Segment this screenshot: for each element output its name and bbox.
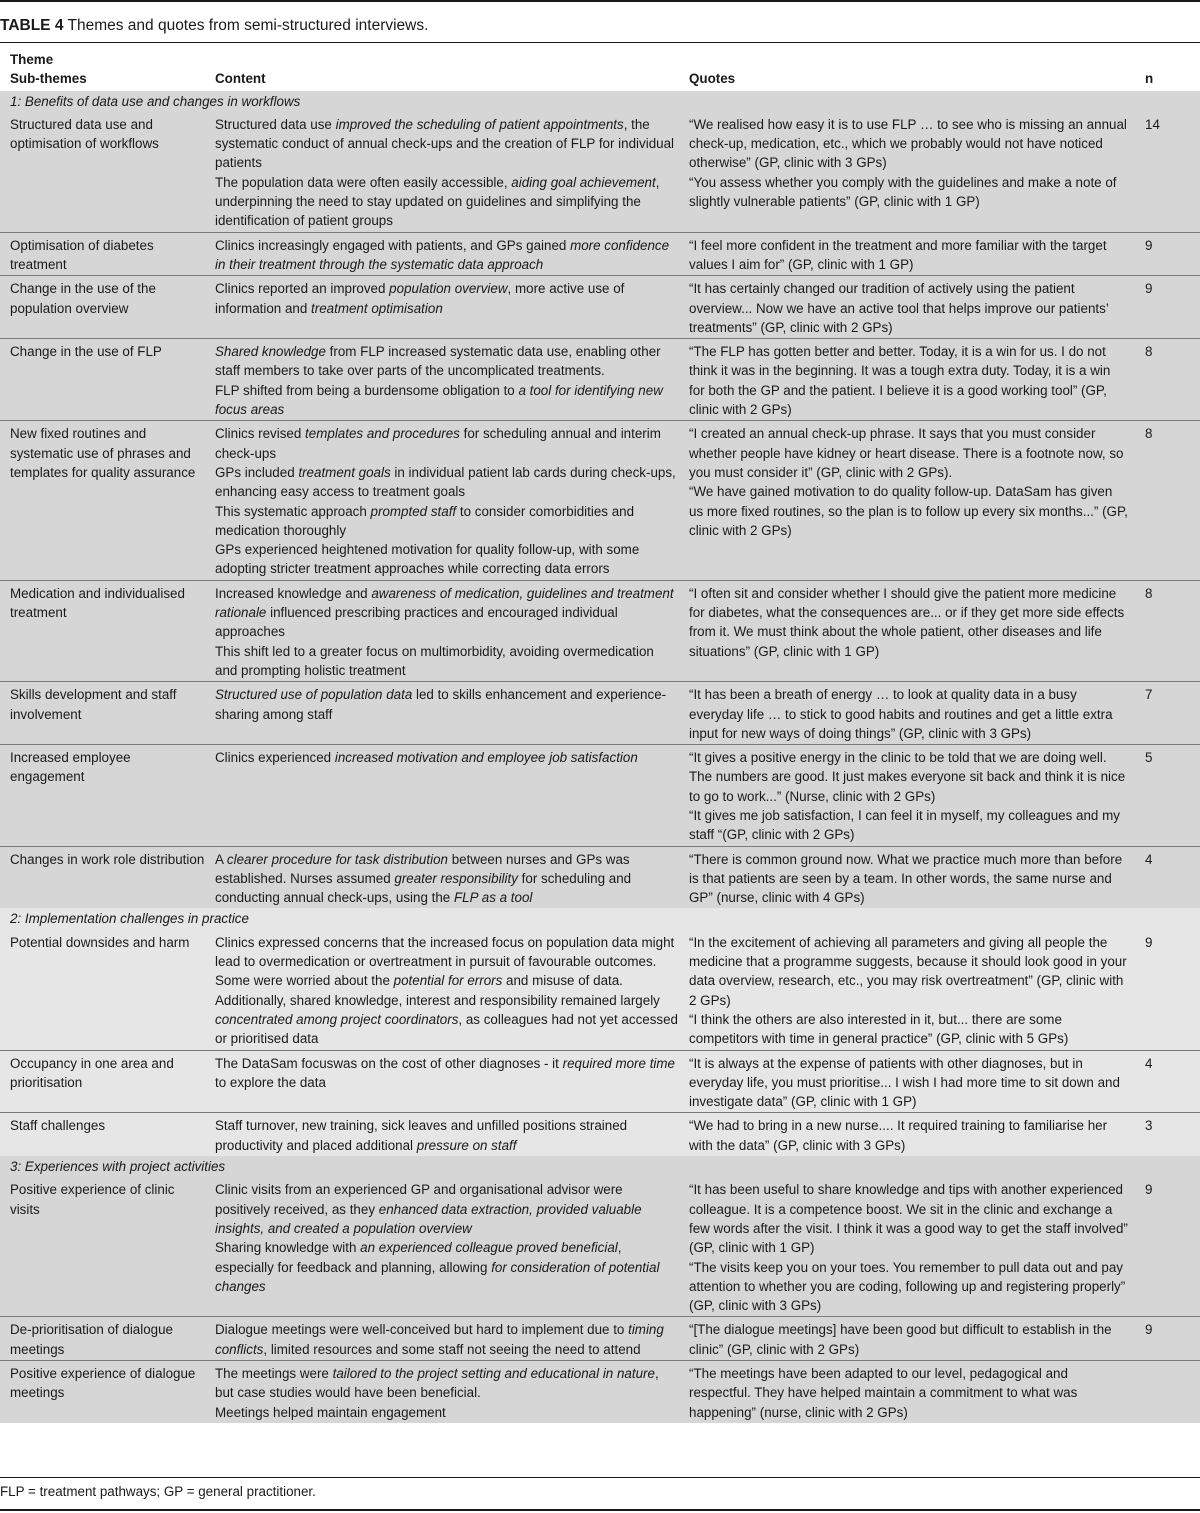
quotes-cell — [679, 113, 1129, 232]
count-cell: 9 — [1129, 1317, 1200, 1361]
content-paragraph — [215, 1364, 679, 1403]
header-theme-label: Theme — [10, 52, 54, 67]
themes-table — [0, 50, 1200, 1423]
content-text: , underpinning the need to stay updated on guidelines and simplifying the identification of patient groups — [215, 174, 660, 229]
quotes-cell — [679, 682, 1129, 745]
count-cell: 4 — [1129, 846, 1200, 908]
content-cell — [205, 1317, 679, 1361]
table-row — [0, 580, 1200, 681]
content-cell — [205, 232, 679, 276]
content-text: Meetings helped maintain engagement — [215, 1404, 446, 1420]
content-text: Clinic visits from an experienced GP and organisational advisor were positively received, as they — [215, 1182, 623, 1217]
table-title: Themes and quotes from semi-structured interviews. — [67, 17, 429, 34]
quote-text: “It gives a positive energy in the clinic to be told that we are doing well. The numbers are good. It just makes everyone sit back and think it is nice to go to work...” (Nurse, clinic with 2 GPs) — [689, 750, 1126, 804]
content-paragraph — [215, 115, 679, 173]
content-paragraph — [215, 642, 679, 681]
table-body — [0, 91, 1200, 1423]
header-theme — [0, 50, 205, 91]
emphasis-text: greater responsibility — [394, 870, 518, 886]
subtheme-cell: Structured data use and optimisation of workflows — [0, 113, 205, 232]
subtheme-cell: Occupancy in one area and prioritisation — [0, 1050, 205, 1113]
subtheme-cell: Positive experience of clinic visits — [0, 1178, 205, 1317]
subtheme-cell: Staff challenges — [0, 1113, 205, 1156]
quotes-cell — [679, 931, 1129, 1050]
section-title: 3: Experiences with project activities — [0, 1156, 1200, 1178]
emphasis-text: treatment optimisation — [311, 300, 443, 316]
content-text: A — [215, 851, 227, 867]
quotes-cell — [679, 745, 1129, 846]
content-text: , as colleagues had not yet accessed or prioritised data — [215, 1011, 679, 1047]
content-paragraph — [215, 748, 679, 767]
content-paragraph — [215, 279, 679, 318]
quotes-cell — [679, 1317, 1129, 1361]
content-text: to consider comorbidities and medication thoroughly — [215, 503, 635, 538]
quote-text: “It has been useful to share knowledge and tips with another experienced colleague. It is a competence boost. We sit in the clinic and exchange a few words after the visit. I think it was a good way to get the staff involved” (GP, clinic with 1 GP) — [689, 1182, 1128, 1256]
content-text: Clinics increasingly engaged with patients, and GPs gained — [215, 237, 571, 253]
section-row — [0, 91, 1200, 113]
emphasis-text: an experienced colleague proved beneficial — [360, 1240, 618, 1256]
content-cell — [205, 846, 679, 908]
content-paragraph — [215, 540, 679, 579]
quote-text: “We have gained motivation to do quality follow-up. DataSam has given us more fixed routines, so the plan is to follow up every six months...” (GP, clinic with 2 GPs) — [689, 484, 1128, 538]
content-text: This systematic approach — [215, 503, 371, 519]
emphasis-text: templates and procedures — [305, 426, 460, 442]
emphasis-text: more confidence in their treatment through the systematic data approach — [215, 237, 670, 272]
subtheme-cell: New fixed routines and systematic use of phrases and templates for quality assurance — [0, 421, 205, 580]
count-cell: 9 — [1129, 276, 1200, 339]
emphasis-text: aiding goal achievement — [511, 174, 656, 190]
table-row — [0, 1113, 1200, 1156]
emphasis-text: potential for errors — [393, 973, 503, 989]
quote-text: “I created an annual check-up phrase. It says that you must consider whether people have kidney or heart disease. There is a footnote now, so you must consider it” (GP, clinic with 2 GPs). — [689, 426, 1124, 480]
content-paragraph — [215, 1238, 679, 1296]
content-paragraph — [215, 933, 679, 1049]
section-title: 1: Benefits of data use and changes in workflows — [0, 91, 1200, 113]
content-text: led to skills enhancement and experience-sharing among staff — [215, 687, 667, 722]
table-row — [0, 276, 1200, 339]
content-paragraph — [215, 424, 679, 463]
content-text: The DataSam focuswas on the cost of other diagnoses - it — [215, 1055, 563, 1071]
section-row — [0, 1156, 1200, 1178]
content-cell — [205, 580, 679, 681]
header-subthemes-label: Sub-themes — [10, 71, 87, 87]
content-text: This shift led to a greater focus on multimorbidity, avoiding overmedication and prompting holistic treatment — [215, 643, 654, 678]
count-cell: 8 — [1129, 580, 1200, 681]
count-cell: 5 — [1129, 745, 1200, 846]
quote-text: “You assess whether you comply with the guidelines and make a note of slightly vulnerable patients” (GP, clinic with 1 GP) — [689, 174, 1117, 210]
quote-text: “It has been a breath of energy … to look at quality data in a busy everyday life … to stick to good habits and routines and get a little extra input for new ways of doing things” (GP, clinic with 3 GPs) — [689, 687, 1113, 741]
count-cell: 9 — [1129, 232, 1200, 276]
subtheme-cell: Changes in work role distribution — [0, 846, 205, 908]
emphasis-text: for consideration of potential changes — [215, 1259, 660, 1294]
content-paragraph — [215, 173, 679, 231]
subtheme-cell: Increased employee engagement — [0, 745, 205, 846]
content-text: FLP shifted from being a burdensome obligation to — [215, 382, 519, 398]
table-row — [0, 682, 1200, 745]
content-paragraph — [215, 850, 679, 908]
table-row — [0, 745, 1200, 846]
subtheme-cell: Change in the use of FLP — [0, 339, 205, 421]
table-row — [0, 1317, 1200, 1361]
emphasis-text: improved the scheduling of patient appointments — [335, 116, 624, 132]
emphasis-text: a tool for identifying new focus areas — [215, 382, 663, 418]
quotes-cell — [679, 846, 1129, 908]
quote-text: “I think the others are also interested in it, but... there are some competitors with time in general practice” (GP, clinic with 5 GPs) — [689, 1011, 1069, 1047]
quote-text: “[The dialogue meetings] have been good but difficult to establish in the clinic” (GP, clinic with 2 GPs) — [689, 1322, 1112, 1357]
table-footnote: FLP = treatment pathways; GP = general practitioner. — [0, 1484, 316, 1499]
quotes-cell — [679, 1361, 1129, 1423]
caption-rule — [0, 42, 1200, 43]
content-text: Clinics reported an improved — [215, 281, 390, 297]
content-cell — [205, 1050, 679, 1113]
quotes-cell — [679, 1050, 1129, 1113]
quote-text: “We realised how easy it is to use FLP … to see who is missing an annual check-up, medication, etc., which we probably would not have noticed otherwise” (GP, clinic with 3 GPs) — [689, 116, 1127, 171]
content-text: influenced prescribing practices and encouraged individual approaches — [215, 605, 618, 640]
quote-text: “We had to bring in a new nurse.... It required training to familiarise her with the data” (GP, clinic with 3 GPs) — [689, 1118, 1108, 1153]
content-text: in individual patient lab cards during check-ups, enhancing easy access to treatment goals — [215, 464, 676, 500]
quote-text: “In the excitement of achieving all parameters and giving all people the medicine that a programme suggests, because it should look good in your data overview, research, etc., you may risk overtreatment” (GP, clinic with 2 GPs) — [689, 934, 1127, 1008]
content-text: The population data were often easily accessible, — [215, 174, 512, 190]
content-cell — [205, 1178, 679, 1317]
content-text: and misuse of data. Additionally, shared knowledge, interest and responsibility remained largely — [215, 973, 660, 1008]
content-paragraph — [215, 1180, 679, 1238]
emphasis-text: clearer procedure for task distribution — [226, 851, 448, 867]
emphasis-text: prompted staff — [370, 503, 457, 519]
content-paragraph — [215, 685, 679, 724]
content-cell — [205, 276, 679, 339]
content-text: The meetings were — [215, 1366, 333, 1381]
quote-text: “There is common ground now. What we practice much more than before is that patients are seen by a team. In other words, the same nurse and GP” (nurse, clinic with 4 GPs) — [689, 851, 1123, 906]
emphasis-text: timing conflicts — [215, 1322, 664, 1357]
quotes-cell — [679, 276, 1129, 339]
quotes-cell — [679, 339, 1129, 421]
table-row — [0, 931, 1200, 1050]
count-cell: 14 — [1129, 113, 1200, 232]
content-text: to explore the data — [215, 1074, 326, 1090]
emphasis-text: enhanced data extraction, provided valuable insights, and created a population overview — [215, 1201, 642, 1236]
content-text: from FLP increased systematic data use, enabling other staff members to take over parts of the uncomplicated treatments. — [215, 344, 661, 379]
content-paragraph — [215, 236, 679, 275]
table-row — [0, 846, 1200, 908]
content-cell — [205, 339, 679, 421]
subtheme-cell: Optimisation of diabetes treatment — [0, 232, 205, 276]
quote-text: “It has certainly changed our tradition of actively using the patient overview... Now we have an active tool that helps improve our patients’ treatments” (GP, clinic with 2 GPs) — [689, 281, 1109, 335]
quotes-cell — [679, 1178, 1129, 1317]
count-cell: 4 — [1129, 1050, 1200, 1113]
quote-text: “The FLP has gotten better and better. Today, it is a win for us. I do not think it was in the beginning. It was a tough extra duty. Today, it is a win for both the GP and the patient. I believe it is a good working tool” (GP, clinic with 2 GPs) — [689, 344, 1111, 418]
emphasis-text: pressure on staff — [416, 1137, 517, 1153]
subtheme-cell: Change in the use of the population overview — [0, 276, 205, 339]
content-cell — [205, 931, 679, 1050]
table-row — [0, 1050, 1200, 1113]
emphasis-text: awareness of medication, guidelines and treatment rationale — [215, 585, 674, 621]
table-row — [0, 113, 1200, 232]
quote-text: “The meetings have been adapted to our level, pedagogical and respectful. They have helped maintain a commitment to what was happening” (nurse, clinic with 2 GPs) — [689, 1366, 1078, 1420]
header-quotes: Quotes — [689, 71, 736, 87]
emphasis-text: increased motivation and employee job satisfaction — [334, 750, 638, 766]
content-paragraph — [215, 1054, 679, 1093]
quote-text: “I feel more confident in the treatment and more familiar with the target values I aim for” (GP, clinic with 1 GP) — [689, 237, 1107, 272]
subtheme-cell: Potential downsides and harm — [0, 931, 205, 1050]
emphasis-text: FLP as a tool — [453, 890, 533, 906]
count-cell: 9 — [1129, 1178, 1200, 1317]
subtheme-cell: De-prioritisation of dialogue meetings — [0, 1317, 205, 1361]
content-cell — [205, 113, 679, 232]
content-cell — [205, 745, 679, 846]
header-content: Content — [215, 71, 266, 87]
content-paragraph — [215, 381, 679, 420]
content-text: , more active use of information and — [215, 281, 625, 316]
content-paragraph — [215, 502, 679, 541]
content-text: for scheduling annual and interim check-ups — [215, 426, 661, 461]
count-cell: 8 — [1129, 421, 1200, 580]
table-row — [0, 339, 1200, 421]
content-text: GPs included — [215, 464, 299, 480]
content-text: Clinics expressed concerns that the increased focus on population data might lead to overmedication or overtreatment in pursuit of favourable outcomes. Some were worried about the — [215, 934, 675, 989]
content-text: for scheduling and conducting annual check-ups, using the — [215, 870, 632, 906]
quotes-cell — [679, 1113, 1129, 1156]
content-text: Increased knowledge and — [215, 585, 372, 601]
section-row — [0, 908, 1200, 930]
content-text: Sharing knowledge with — [215, 1240, 361, 1256]
emphasis-text: treatment goals — [298, 464, 391, 480]
section-title: 2: Implementation challenges in practice — [0, 908, 1200, 930]
subtheme-cell: Medication and individualised treatment — [0, 580, 205, 681]
content-paragraph — [215, 1320, 679, 1359]
emphasis-text: population overview — [389, 281, 508, 297]
content-paragraph — [215, 463, 679, 502]
subtheme-cell: Positive experience of dialogue meetings — [0, 1361, 205, 1423]
quotes-cell — [679, 232, 1129, 276]
table-row — [0, 232, 1200, 276]
content-cell — [205, 1361, 679, 1423]
emphasis-text: concentrated among project coordinators — [215, 1011, 459, 1027]
emphasis-text: required more time — [562, 1055, 675, 1071]
content-text: , the systematic conduct of annual check-ups and the creation of FLP for individual patients — [215, 116, 675, 171]
header-n: n — [1145, 71, 1154, 87]
content-paragraph — [215, 342, 679, 381]
table-row — [0, 1178, 1200, 1317]
content-paragraph — [215, 1116, 679, 1155]
content-text: , especially for feedback and planning, allowing — [215, 1240, 622, 1275]
content-paragraph — [215, 1403, 679, 1422]
table-row — [0, 1361, 1200, 1423]
content-cell — [205, 1113, 679, 1156]
count-cell: 9 — [1129, 931, 1200, 1050]
top-rule — [0, 0, 1200, 2]
emphasis-text: Shared knowledge — [215, 344, 326, 360]
content-text: GPs experienced heightened motivation for quality follow-up, with some adopting stricter treatment approaches while correcting data errors — [215, 542, 640, 577]
end-rule — [0, 1509, 1200, 1511]
count-cell — [1129, 1361, 1200, 1423]
emphasis-text: tailored to the project setting and educational in nature — [332, 1366, 655, 1381]
count-cell: 7 — [1129, 682, 1200, 745]
content-cell — [205, 421, 679, 580]
content-text: , but case studies would have been beneficial. — [215, 1366, 659, 1401]
content-text: , limited resources and some staff not seeing the need to attend — [263, 1341, 641, 1357]
emphasis-text: Structured use of population data — [215, 687, 413, 703]
table-label: TABLE 4 — [0, 17, 64, 34]
quote-text: “It is always at the expense of patients with other diagnoses, but in everyday life, you must prioritise... I wish I had more time to sit down and investigate data” (GP, clinic with 1 GP) — [689, 1055, 1120, 1110]
quotes-cell — [679, 580, 1129, 681]
content-text: Clinics revised — [215, 426, 306, 442]
table-caption — [0, 16, 428, 36]
quote-text: “I often sit and consider whether I should give the patient more medicine for diabetes, what the consequences are... or if they get more side effects from it. We must think about the whole patient, other diseases and life situations” (GP, clinic with 1 GP) — [689, 585, 1125, 659]
content-paragraph — [215, 584, 679, 642]
quotes-cell — [679, 421, 1129, 580]
table-row — [0, 421, 1200, 580]
count-cell: 8 — [1129, 339, 1200, 421]
content-cell — [205, 682, 679, 745]
quote-text: “It gives me job satisfaction, I can feel it in myself, my colleagues and my staff “(GP, clinic with 2 GPs) — [689, 807, 1120, 843]
content-text: between nurses and GPs was established. Nurses assumed — [215, 851, 630, 886]
bottom-rule — [0, 1477, 1200, 1478]
content-text: Structured data use — [215, 116, 336, 132]
content-text: Dialogue meetings were well-conceived but hard to implement due to — [215, 1322, 629, 1338]
count-cell: 3 — [1129, 1113, 1200, 1156]
content-text: Clinics experienced — [215, 750, 335, 766]
content-text: Staff turnover, new training, sick leaves and unfilled positions strained productivity and placed additional — [215, 1118, 628, 1153]
subtheme-cell: Skills development and staff involvement — [0, 682, 205, 745]
table-header-row — [0, 50, 1200, 91]
quote-text: “The visits keep you on your toes. You remember to pull data out and pay attention to whether you are coding, following up and registering properly” (GP, clinic with 3 GPs) — [689, 1259, 1126, 1314]
